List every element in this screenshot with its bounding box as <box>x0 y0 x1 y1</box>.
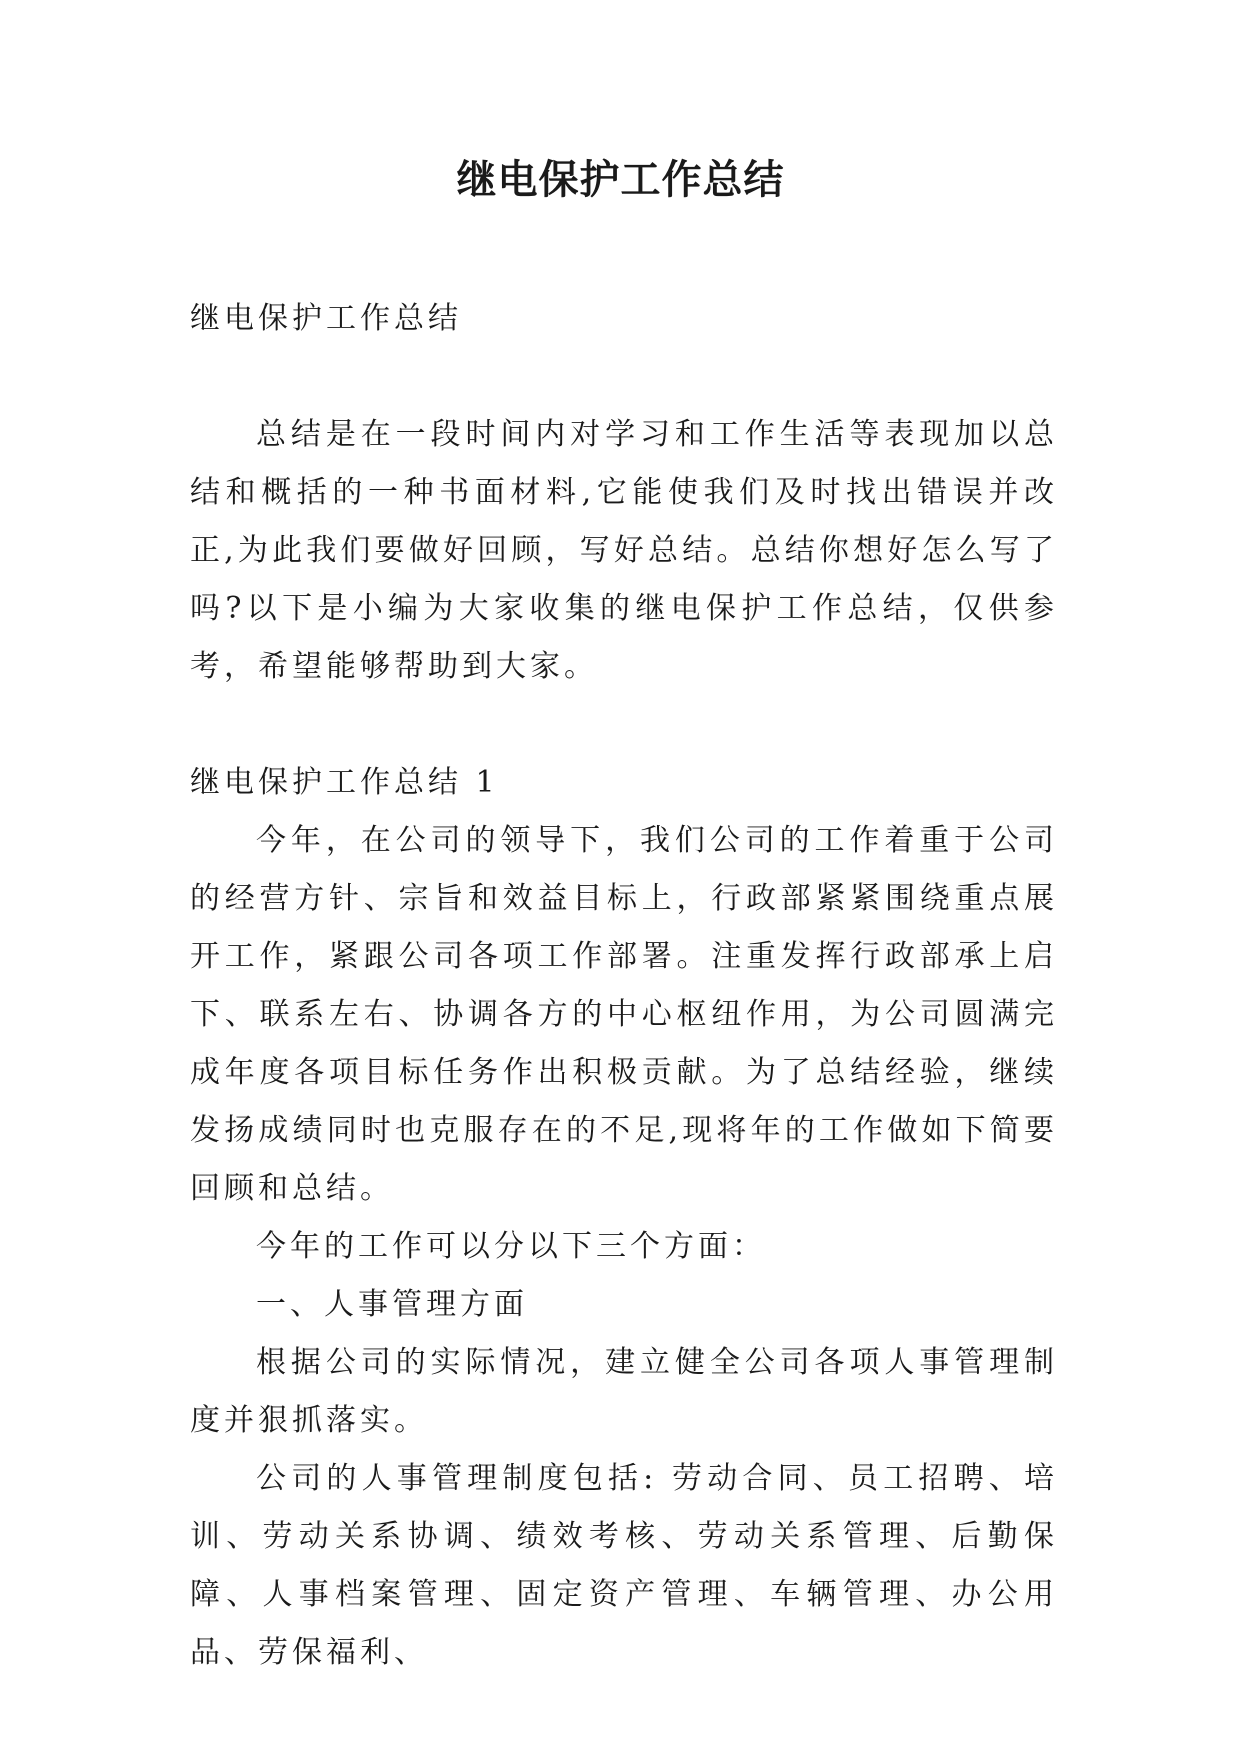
document-body <box>190 290 1058 1682</box>
body-paragraph: 根据公司的实际情况，建立健全公司各项人事管理制度并狠抓落实。 <box>190 1345 1058 1438</box>
intro-paragraph: 总结是在一段时间内对学习和工作生活等表现加以总结和概括的一种书面材料,它能使我们及时找出错误并改正,为此我们要做好回顾，写好总结。总结你想好怎么写了吗?以下是小编为大家收集的继电保护工作总结，仅供参考，希望能够帮助到大家。 <box>190 417 1058 684</box>
body-paragraph: 今年的工作可以分以下三个方面： <box>256 1229 766 1264</box>
document-title: 继电保护工作总结 <box>456 156 785 203</box>
section-heading: 继电保护工作总结 1 <box>190 765 499 800</box>
body-paragraph: 公司的人事管理制度包括: 劳动合同、员工招聘、培训、劳动关系协调、绩效考核、劳动关系管理、后勤保障、人事档案管理、固定资产管理、车辆管理、办公用品、劳保福利、 <box>190 1461 1058 1670</box>
body-paragraph: 今年，在公司的领导下，我们公司的工作着重于公司的经营方针、宗旨和效益目标上，行政部紧紧围绕重点展开工作，紧跟公司各项工作部署。注重发挥行政部承上启下、联系左右、协调各方的中心枢纽作用，为公司圆满完成年度各项目标任务作出积极贡献。为了总结经验，继续发扬成绩同时也克服存在的不足,现将年的工作做如下简要回顾和总结。 <box>190 823 1058 1206</box>
subsection-heading: 一、人事管理方面 <box>256 1287 528 1322</box>
document-subtitle: 继电保护工作总结 <box>190 301 462 336</box>
